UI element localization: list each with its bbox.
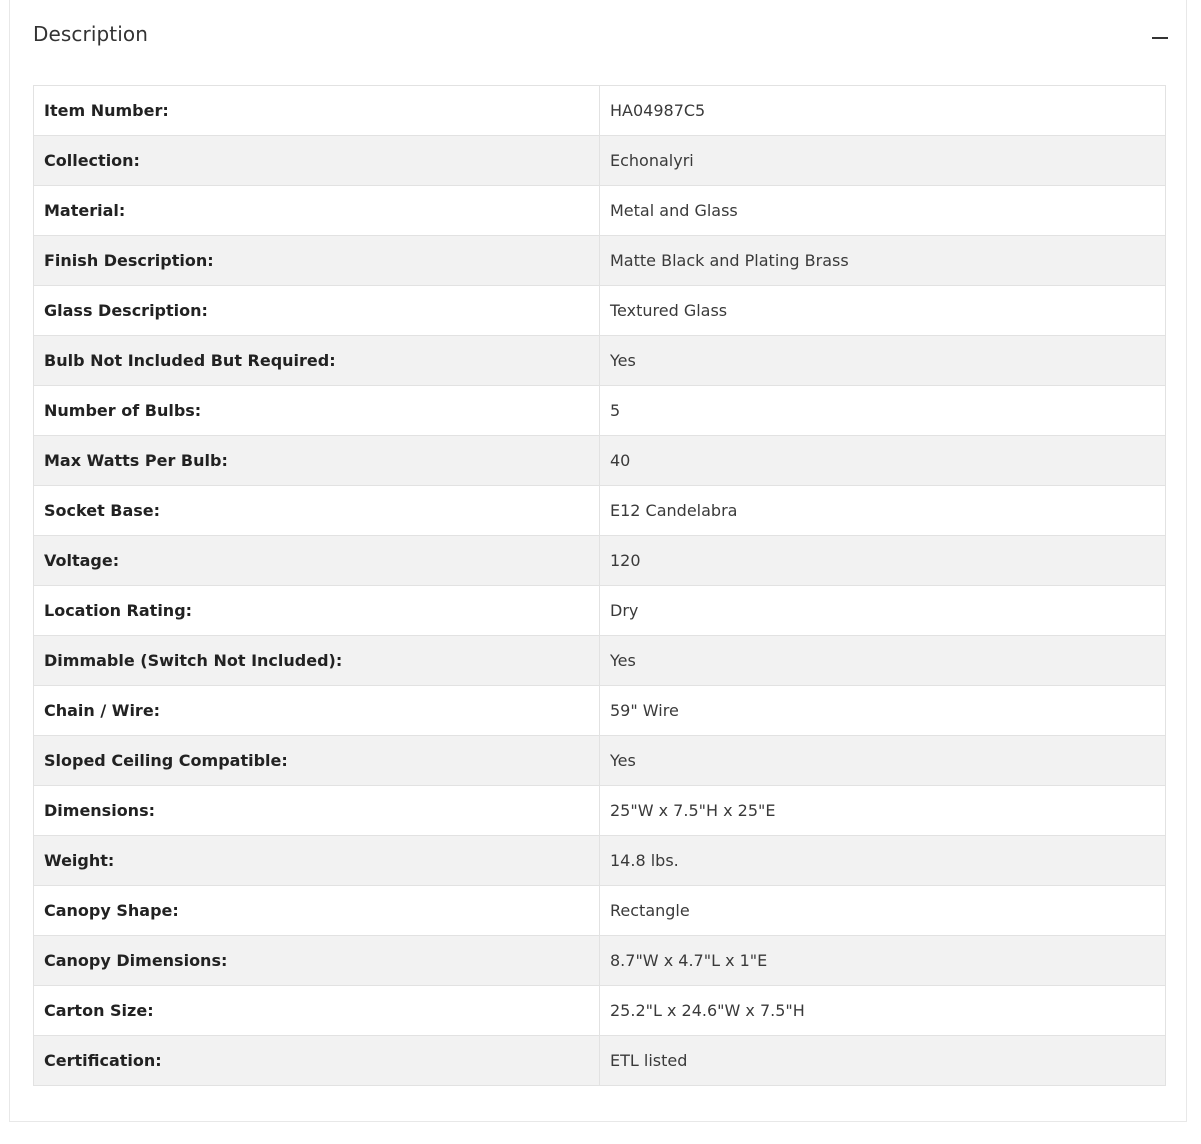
spec-value: 8.7"W x 4.7"L x 1"E: [600, 936, 1166, 986]
table-row: [34, 986, 1166, 1036]
spec-label: Carton Size:: [34, 986, 600, 1036]
spec-value: Yes: [600, 336, 1166, 386]
spec-label: Number of Bulbs:: [34, 386, 600, 436]
spec-label: Certification:: [34, 1036, 600, 1086]
table-row: [34, 786, 1166, 836]
spec-value: Yes: [600, 636, 1166, 686]
spec-value: HA04987C5: [600, 86, 1166, 136]
minus-icon[interactable]: [1148, 24, 1172, 48]
spec-label: Max Watts Per Bulb:: [34, 436, 600, 486]
spec-value: Dry: [600, 586, 1166, 636]
spec-label: Material:: [34, 186, 600, 236]
table-row: [34, 936, 1166, 986]
spec-value: 14.8 lbs.: [600, 836, 1166, 886]
table-row: [34, 336, 1166, 386]
spec-label: Bulb Not Included But Required:: [34, 336, 600, 386]
spec-label: Sloped Ceiling Compatible:: [34, 736, 600, 786]
spec-label: Chain / Wire:: [34, 686, 600, 736]
table-row: [34, 886, 1166, 936]
spec-value: Echonalyri: [600, 136, 1166, 186]
table-row: [34, 686, 1166, 736]
table-row: [34, 736, 1166, 786]
description-header[interactable]: [10, 0, 1186, 74]
spec-value: E12 Candelabra: [600, 486, 1166, 536]
table-row: [34, 586, 1166, 636]
spec-label: Glass Description:: [34, 286, 600, 336]
table-row: [34, 136, 1166, 186]
table-row: [34, 386, 1166, 436]
specs-table: [33, 85, 1166, 1086]
spec-value: 59" Wire: [600, 686, 1166, 736]
description-panel: [9, 0, 1187, 1122]
table-row: [34, 436, 1166, 486]
table-row: [34, 86, 1166, 136]
spec-value: 5: [600, 386, 1166, 436]
spec-label: Voltage:: [34, 536, 600, 586]
spec-label: Dimensions:: [34, 786, 600, 836]
spec-label: Location Rating:: [34, 586, 600, 636]
spec-value: Matte Black and Plating Brass: [600, 236, 1166, 286]
table-row: [34, 836, 1166, 886]
spec-label: Collection:: [34, 136, 600, 186]
spec-value: Textured Glass: [600, 286, 1166, 336]
spec-label: Finish Description:: [34, 236, 600, 286]
spec-label: Canopy Shape:: [34, 886, 600, 936]
table-row: [34, 1036, 1166, 1086]
spec-value: 120: [600, 536, 1166, 586]
spec-label: Weight:: [34, 836, 600, 886]
table-row: [34, 236, 1166, 286]
spec-value: Metal and Glass: [600, 186, 1166, 236]
table-row: [34, 286, 1166, 336]
spec-value: 40: [600, 436, 1166, 486]
spec-value: 25"W x 7.5"H x 25"E: [600, 786, 1166, 836]
spec-label: Canopy Dimensions:: [34, 936, 600, 986]
spec-label: Socket Base:: [34, 486, 600, 536]
spec-value: ETL listed: [600, 1036, 1166, 1086]
minus-icon-bar: [1152, 37, 1168, 39]
table-row: [34, 186, 1166, 236]
table-row: [34, 486, 1166, 536]
spec-label: Item Number:: [34, 86, 600, 136]
spec-label: Dimmable (Switch Not Included):: [34, 636, 600, 686]
spec-value: 25.2"L x 24.6"W x 7.5"H: [600, 986, 1166, 1036]
spec-value: Rectangle: [600, 886, 1166, 936]
panel-title: Description: [33, 22, 149, 46]
table-row: [34, 536, 1166, 586]
table-row: [34, 636, 1166, 686]
spec-value: Yes: [600, 736, 1166, 786]
